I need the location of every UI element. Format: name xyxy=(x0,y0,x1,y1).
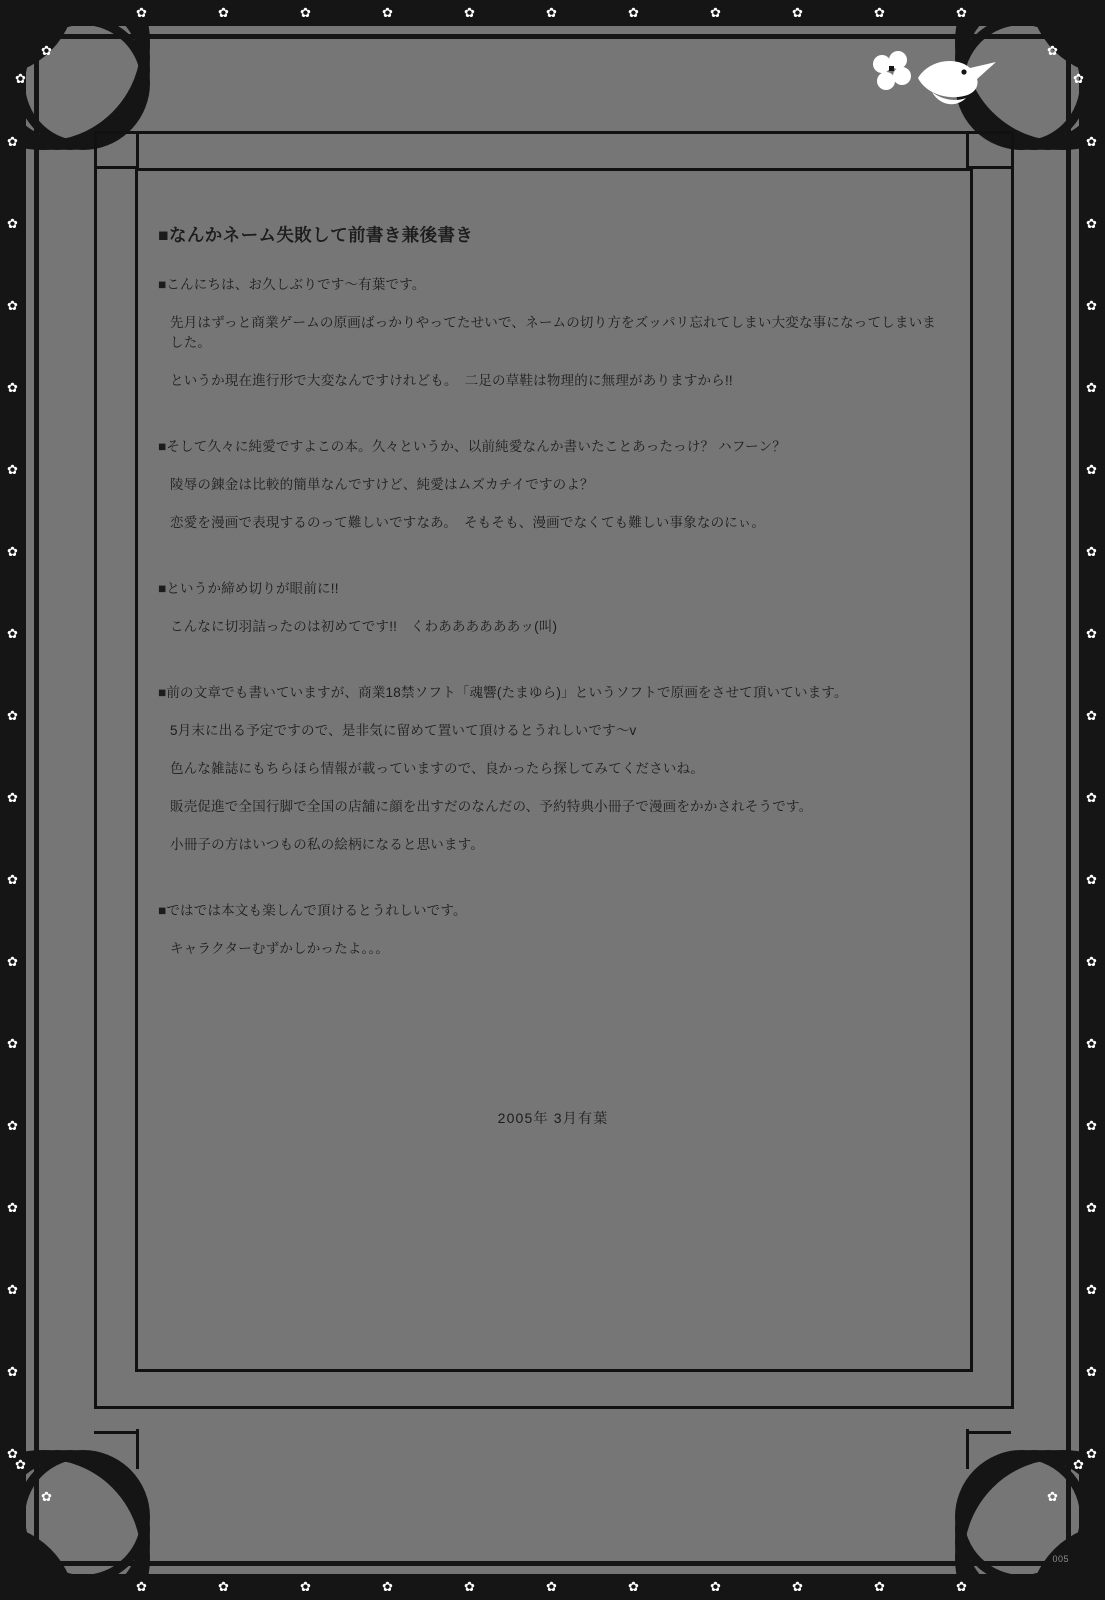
corner-ornament-bottom-left xyxy=(0,1450,150,1600)
border-rule-right xyxy=(1066,0,1071,1600)
paragraph-line: キャラクターむずかしかったよ。。。 xyxy=(170,941,390,956)
page-number: 005 xyxy=(1052,1554,1069,1564)
flower-ornament-icon: ✿ xyxy=(15,1457,26,1472)
paragraph-lead: ■そして久々に純愛ですよこの本。久々というか、以前純愛なんか書いたことあったっけ？ ハフーン？ xyxy=(158,439,786,454)
flower-ornament-icon: ✿ xyxy=(1086,462,1097,477)
flower-ornament-icon: ✿ xyxy=(7,626,18,641)
flower-ornament-icon: ✿ xyxy=(874,5,885,20)
flower-ornament-icon: ✿ xyxy=(1086,1282,1097,1297)
flower-ornament-icon: ✿ xyxy=(7,1036,18,1051)
flower-ornament-icon: ✿ xyxy=(464,1579,475,1594)
paragraph-line: 先月はずっと商業ゲームの原画ばっかりやってたせいで、ネームの切り方をズッパリ忘れてしまい大変な事になってしまいました。 xyxy=(170,315,936,350)
paragraph-line: 恋愛を漫画で表現するのって難しいですなあ。 そもそも、漫画でなくても難しい事象なのにぃ。 xyxy=(170,515,766,530)
flower-ornament-icon: ✿ xyxy=(628,5,639,20)
paragraph-block-3 xyxy=(158,577,948,635)
flower-ornament-icon: ✿ xyxy=(7,298,18,313)
paragraph-lead: ■というか締め切りが眼前に!! xyxy=(158,581,339,596)
flower-ornament-icon: ✿ xyxy=(1086,1446,1097,1461)
flower-ornament-icon: ✿ xyxy=(218,1579,229,1594)
border-rule-top xyxy=(0,34,1105,39)
paragraph-lead: ■ではでは本文も楽しんで頂けるとうれしいです。 xyxy=(158,903,467,918)
flower-ornament-icon: ✿ xyxy=(1086,216,1097,231)
flower-ornament-icon: ✿ xyxy=(136,1579,147,1594)
flower-ornament-icon: ✿ xyxy=(1047,43,1058,58)
flower-ornament-icon: ✿ xyxy=(300,1579,311,1594)
page-title: ■なんかネーム失敗して前書き兼後書き xyxy=(158,225,474,245)
flower-ornament-icon: ✿ xyxy=(7,544,18,559)
paragraph-block-4 xyxy=(158,681,948,853)
flower-ornament-icon: ✿ xyxy=(1086,298,1097,313)
frame-notch-tl-h xyxy=(94,166,138,169)
bird-icon xyxy=(860,48,1000,118)
frame-notch-tl-v xyxy=(136,131,139,171)
flower-ornament-icon: ✿ xyxy=(956,1579,967,1594)
flower-ornament-icon: ✿ xyxy=(41,43,52,58)
flower-ornament-icon: ✿ xyxy=(1086,708,1097,723)
paragraph-line: 小冊子の方はいつもの私の絵柄になると思います。 xyxy=(170,837,485,852)
flower-ornament-icon: ✿ xyxy=(1073,71,1084,86)
flower-ornament-icon: ✿ xyxy=(1086,1364,1097,1379)
flower-ornament-icon: ✿ xyxy=(7,1200,18,1215)
flower-ornament-icon: ✿ xyxy=(7,1446,18,1461)
frame-notch-bl-v xyxy=(136,1429,139,1469)
paragraph-line: 販売促進で全国行脚で全国の店舗に顔を出すだのなんだの、予約特典小冊子で漫画をかかされそうです。 xyxy=(170,799,813,814)
paragraph-line: 5月末に出る予定ですので、是非気に留めて置いて頂けるとうれしいです～v xyxy=(170,723,637,738)
flower-ornament-icon: ✿ xyxy=(1047,1489,1058,1504)
paragraph-lead: ■前の文章でも書いていますが、商業18禁ソフト「魂響(たまゆら)」というソフトで原画をさせて頂いています。 xyxy=(158,685,848,700)
flower-ornament-icon: ✿ xyxy=(7,1118,18,1133)
signature-line: 2005年 3月有葉 xyxy=(497,1110,609,1126)
flower-ornament-icon: ✿ xyxy=(1086,1118,1097,1133)
paragraph-block-2 xyxy=(158,435,948,531)
flower-ornament-icon: ✿ xyxy=(1073,1457,1084,1472)
flower-ornament-icon: ✿ xyxy=(874,1579,885,1594)
border-rule-left xyxy=(34,0,39,1600)
flower-ornament-icon: ✿ xyxy=(7,216,18,231)
flower-ornament-icon: ✿ xyxy=(464,5,475,20)
flower-ornament-icon: ✿ xyxy=(1086,1200,1097,1215)
flower-ornament-icon: ✿ xyxy=(7,872,18,887)
flower-ornament-icon: ✿ xyxy=(546,1579,557,1594)
paragraph-line: 色んな雑誌にもちらほら情報が載っていますので、良かったら探してみてくださいね。 xyxy=(170,761,705,776)
border-rule-bottom xyxy=(0,1561,1105,1566)
flower-ornament-icon: ✿ xyxy=(7,954,18,969)
flower-ornament-icon: ✿ xyxy=(300,5,311,20)
flower-ornament-icon: ✿ xyxy=(1086,626,1097,641)
frame-notch-tr-h xyxy=(967,166,1011,169)
flower-ornament-icon: ✿ xyxy=(382,1579,393,1594)
frame-notch-bl-h xyxy=(94,1431,138,1434)
flower-ornament-icon: ✿ xyxy=(41,1489,52,1504)
flower-ornament-icon: ✿ xyxy=(136,5,147,20)
paragraph-block-1 xyxy=(158,273,948,389)
flower-ornament-icon: ✿ xyxy=(7,380,18,395)
afterword-content xyxy=(158,222,948,1126)
flower-ornament-icon: ✿ xyxy=(7,134,18,149)
flower-ornament-icon: ✿ xyxy=(710,5,721,20)
corner-ornament-bottom-right xyxy=(955,1450,1105,1600)
frame-notch-br-h xyxy=(967,1431,1011,1434)
flower-ornament-icon: ✿ xyxy=(956,5,967,20)
frame-notch-tr-v xyxy=(966,131,969,171)
flower-ornament-icon: ✿ xyxy=(1086,134,1097,149)
flower-ornament-icon: ✿ xyxy=(7,790,18,805)
flower-ornament-icon: ✿ xyxy=(1086,380,1097,395)
flower-ornament-icon: ✿ xyxy=(792,5,803,20)
flower-ornament-icon: ✿ xyxy=(1086,954,1097,969)
frame-notch-br-v xyxy=(966,1429,969,1469)
flower-ornament-icon: ✿ xyxy=(792,1579,803,1594)
flower-ornament-icon: ✿ xyxy=(382,5,393,20)
flower-ornament-icon: ✿ xyxy=(628,1579,639,1594)
flower-ornament-icon: ✿ xyxy=(7,462,18,477)
flower-ornament-icon: ✿ xyxy=(15,71,26,86)
flower-ornament-icon: ✿ xyxy=(1086,544,1097,559)
flower-ornament-icon: ✿ xyxy=(1086,790,1097,805)
flower-ornament-icon: ✿ xyxy=(710,1579,721,1594)
flower-ornament-icon: ✿ xyxy=(7,1364,18,1379)
paragraph-line: 陵辱の錬金は比較的簡単なんですけど、純愛はムズカチイですのよ？ xyxy=(170,477,594,492)
paragraph-block-5 xyxy=(158,899,948,957)
flower-ornament-icon: ✿ xyxy=(218,5,229,20)
flower-ornament-icon: ✿ xyxy=(546,5,557,20)
flower-ornament-icon: ✿ xyxy=(7,1282,18,1297)
flower-ornament-icon: ✿ xyxy=(1086,1036,1097,1051)
paragraph-lead: ■こんにちは、お久しぶりです～有葉です。 xyxy=(158,277,426,292)
flower-ornament-icon: ✿ xyxy=(1086,872,1097,887)
paragraph-line: こんなに切羽詰ったのは初めてです!! くわああああああッ(叫) xyxy=(170,619,558,634)
flower-ornament-icon: ✿ xyxy=(7,708,18,723)
paragraph-line: というか現在進行形で大変なんですけれども。 二足の草鞋は物理的に無理がありますから!! xyxy=(170,373,733,388)
